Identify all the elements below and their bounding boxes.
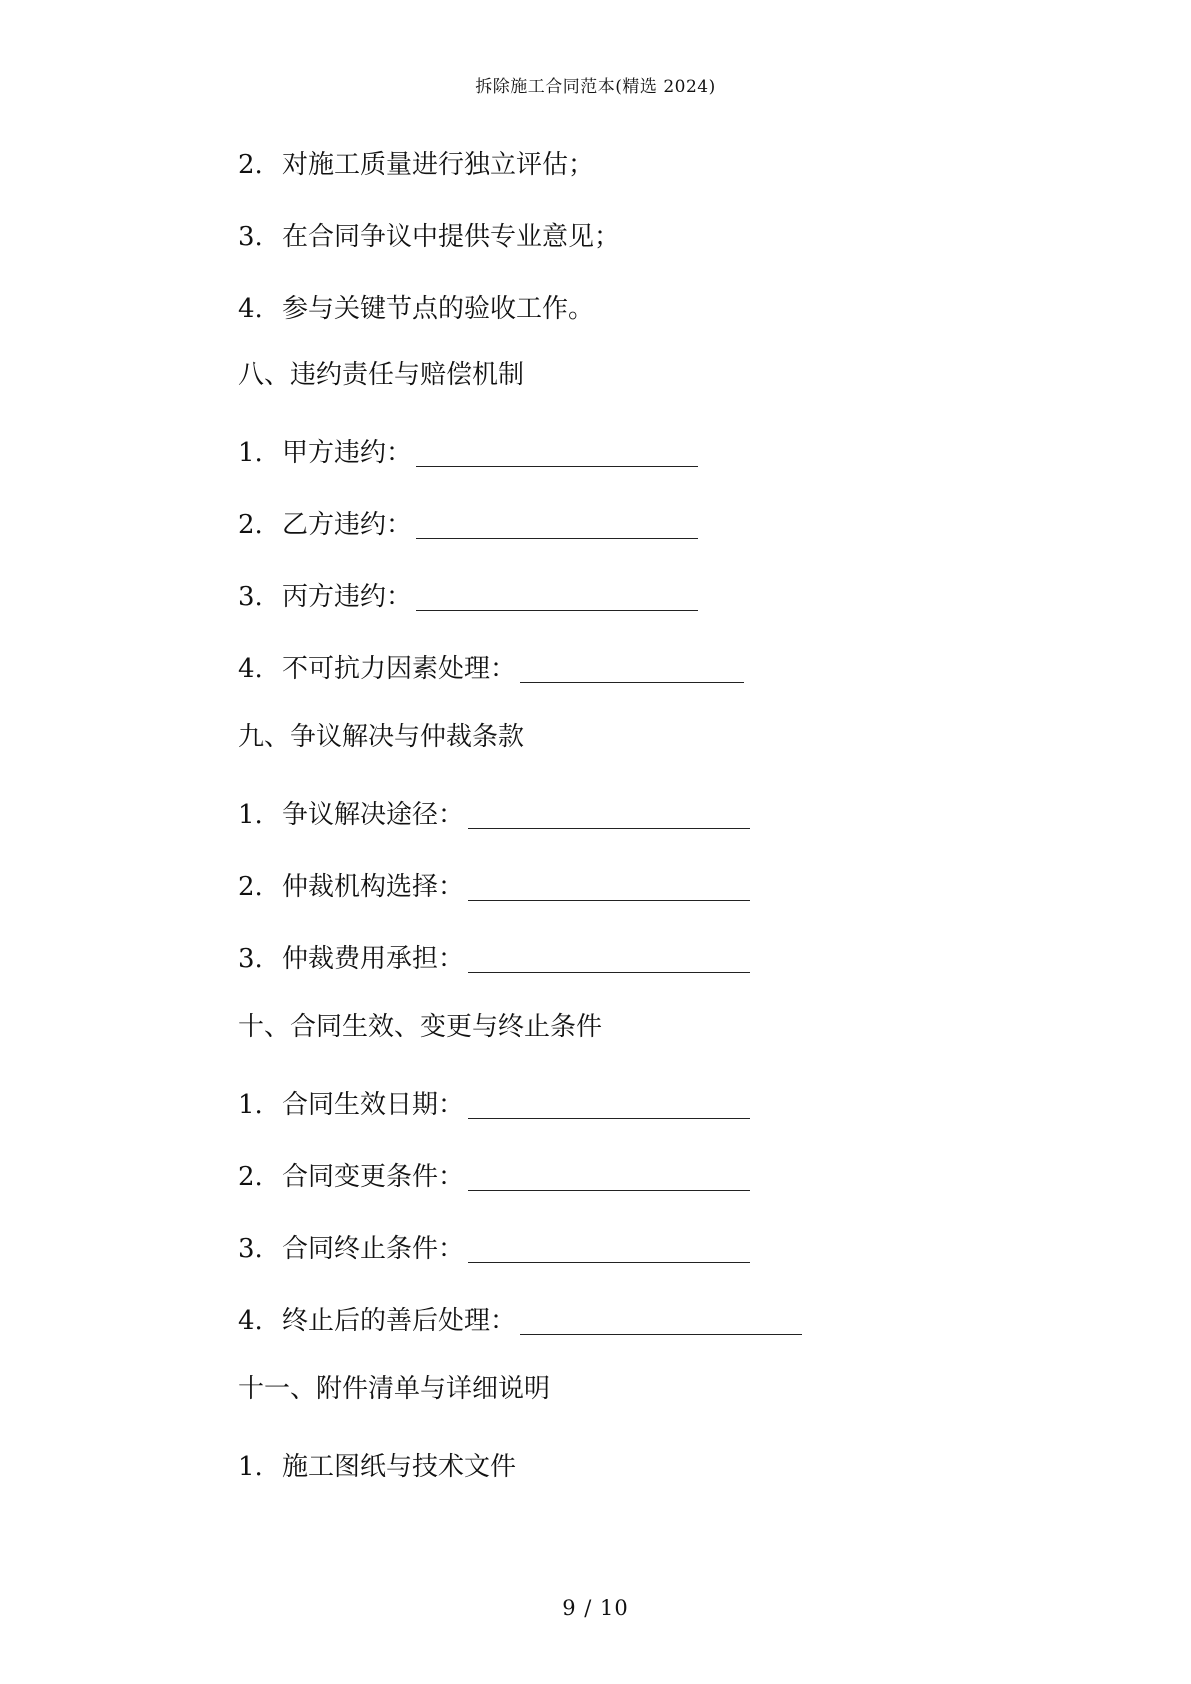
fill-in-blank[interactable] bbox=[416, 586, 698, 611]
list-item bbox=[238, 292, 594, 326]
list-item bbox=[238, 942, 750, 976]
section-heading-11: 十一、附件清单与详细说明 bbox=[238, 1374, 551, 1404]
list-item bbox=[238, 870, 750, 904]
fill-in-blank[interactable] bbox=[416, 442, 698, 467]
list-item bbox=[238, 508, 698, 542]
list-item bbox=[238, 1304, 802, 1338]
item-number: 1. bbox=[238, 1452, 263, 1482]
item-text: 合同生效日期： bbox=[282, 1090, 465, 1120]
fill-in-blank[interactable] bbox=[520, 658, 744, 683]
list-item bbox=[238, 1450, 516, 1484]
item-text: 在合同争议中提供专业意见； bbox=[282, 222, 621, 252]
item-text: 合同终止条件： bbox=[282, 1234, 465, 1264]
item-text: 争议解决途径： bbox=[282, 800, 465, 830]
item-text: 仲裁机构选择： bbox=[282, 872, 465, 902]
item-text: 乙方违约： bbox=[282, 510, 413, 540]
fill-in-blank[interactable] bbox=[468, 1094, 750, 1119]
list-item bbox=[238, 1088, 750, 1122]
fill-in-blank[interactable] bbox=[468, 1166, 750, 1191]
fill-in-blank[interactable] bbox=[468, 1238, 750, 1263]
list-item bbox=[238, 580, 698, 614]
item-text: 终止后的善后处理： bbox=[282, 1306, 517, 1336]
list-item bbox=[238, 148, 594, 182]
item-number: 1. bbox=[238, 1090, 263, 1120]
item-number: 1. bbox=[238, 438, 263, 468]
item-number: 2. bbox=[238, 510, 263, 540]
item-number: 2. bbox=[238, 872, 263, 902]
item-text: 合同变更条件： bbox=[282, 1162, 465, 1192]
list-item bbox=[238, 436, 698, 470]
fill-in-blank[interactable] bbox=[468, 876, 750, 901]
item-number: 3. bbox=[238, 1234, 263, 1264]
fill-in-blank[interactable] bbox=[520, 1310, 802, 1335]
item-text: 不可抗力因素处理： bbox=[282, 654, 517, 684]
list-item bbox=[238, 652, 744, 686]
page-number: 9 / 10 bbox=[562, 1596, 629, 1620]
section-heading-9: 九、争议解决与仲裁条款 bbox=[238, 722, 525, 752]
item-number: 3. bbox=[238, 944, 263, 974]
section-heading-10: 十、合同生效、变更与终止条件 bbox=[238, 1012, 603, 1042]
list-item bbox=[238, 220, 620, 254]
page-header-title: 拆除施工合同范本(精选 2024) bbox=[475, 77, 716, 97]
list-item bbox=[238, 1232, 750, 1266]
item-text: 施工图纸与技术文件 bbox=[282, 1452, 517, 1482]
fill-in-blank[interactable] bbox=[468, 804, 750, 829]
item-number: 4. bbox=[238, 654, 263, 684]
item-text: 参与关键节点的验收工作。 bbox=[282, 294, 595, 324]
section-heading-8: 八、违约责任与赔偿机制 bbox=[238, 360, 525, 390]
fill-in-blank[interactable] bbox=[468, 948, 750, 973]
item-text: 对施工质量进行独立评估； bbox=[282, 150, 595, 180]
item-number: 3. bbox=[238, 222, 263, 252]
item-text: 丙方违约： bbox=[282, 582, 413, 612]
item-number: 2. bbox=[238, 1162, 263, 1192]
item-number: 4. bbox=[238, 294, 263, 324]
item-number: 3. bbox=[238, 582, 263, 612]
item-text: 甲方违约： bbox=[282, 438, 413, 468]
item-text: 仲裁费用承担： bbox=[282, 944, 465, 974]
list-item bbox=[238, 1160, 750, 1194]
item-number: 4. bbox=[238, 1306, 263, 1336]
list-item bbox=[238, 798, 750, 832]
item-number: 1. bbox=[238, 800, 263, 830]
fill-in-blank[interactable] bbox=[416, 514, 698, 539]
item-number: 2. bbox=[238, 150, 263, 180]
